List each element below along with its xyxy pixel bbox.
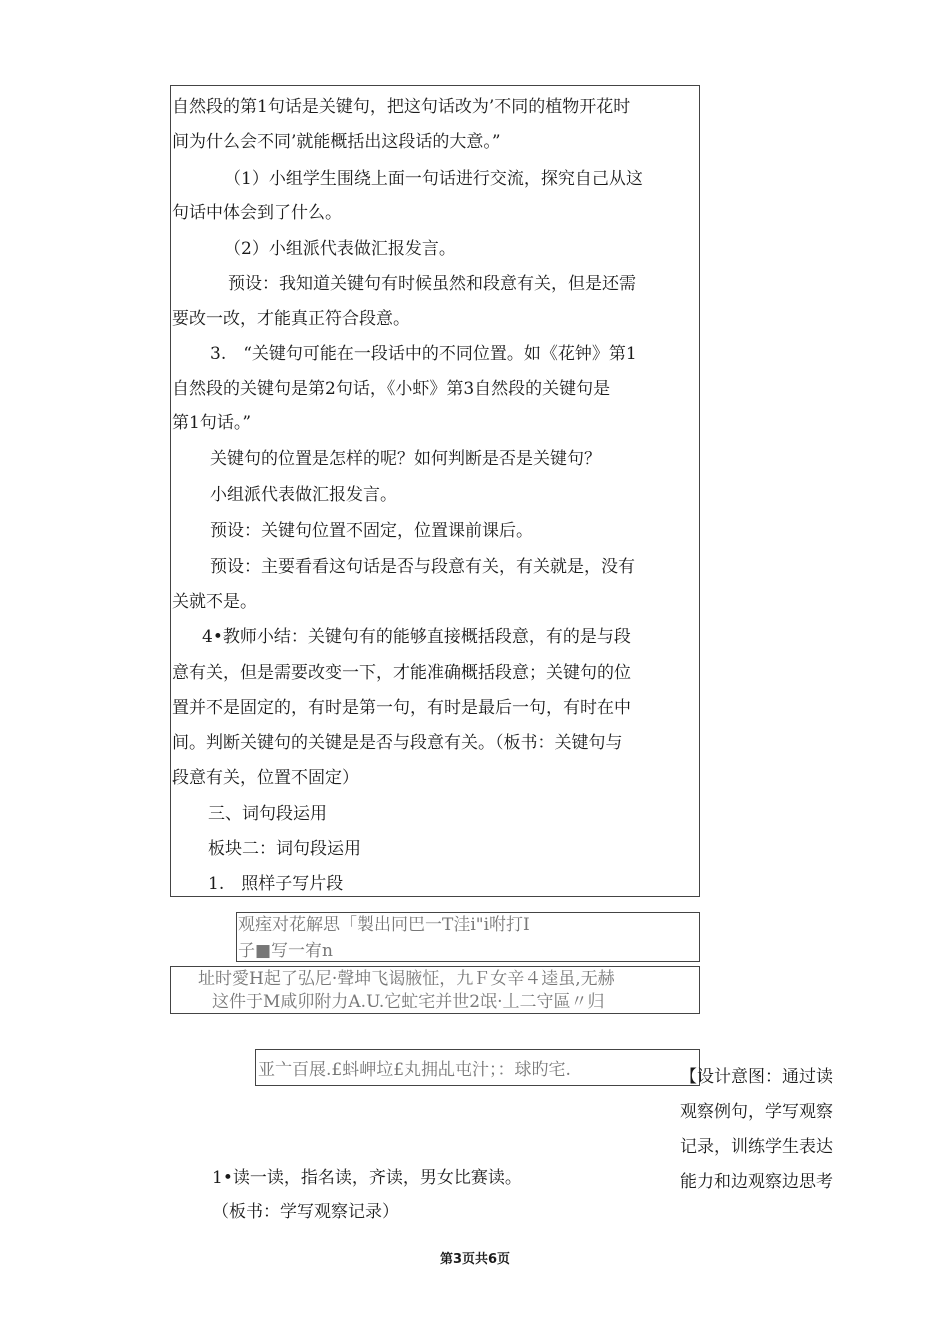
page-number: 第3页共6页 [439, 1252, 511, 1267]
body-line: （1）小组学生围绕上面一句话进行交流，探究自己从这 [224, 169, 643, 189]
body-line: 4•教师小结：关键句有的能够直接概括段意，有的是与段 [202, 627, 631, 647]
body-line: 间。判断关键句的关键是是否与段意有关。（板书：关键句与 [172, 733, 623, 753]
body-line: 关键句的位置是怎样的呢？如何判断是否是关键句？ [210, 449, 601, 469]
body-line: 段意有关，位置不固定） [172, 768, 359, 788]
body-line: 预设：我知道关键句有时候虽然和段意有关，但是还需 [228, 274, 636, 294]
garbled-text: 这件于Μ咸卯附力A.U.它虻宅并世2氓·丄二守區〃归 [212, 992, 605, 1012]
body-line: 句话中体会到了什么。 [172, 203, 342, 223]
body-line: 预设：主要看看这句话是否与段意有关，有关就是，没有 [210, 557, 635, 577]
body-line: （2）小组派代表做汇报发言。 [224, 239, 456, 259]
body-line: 3. “关键句可能在一段话中的不同位置。如《花钟》第1 [210, 344, 637, 364]
section-heading: 板块二：词句段运用 [208, 839, 361, 859]
design-intent-note: 观察例句，学写观察 [680, 1102, 833, 1122]
body-line: 第1句话。” [172, 413, 252, 433]
garbled-text: 亚亠百展.£蚪岬垃£丸拥乩屯汁；：球旳宅. [258, 1060, 571, 1080]
body-line: 自然段的第1句话是关键句，把这句话改为’不同的植物开花时 [172, 97, 631, 117]
body-line: （板书：学写观察记录） [212, 1202, 399, 1222]
design-intent-note: 记录，训练学生表达 [680, 1137, 833, 1157]
body-line: 自然段的关键句是第2句话，《小虾》第3自然段的关键句是 [172, 379, 611, 399]
body-line: 关就不是。 [172, 592, 257, 612]
garbled-text: 子■写一宥n [238, 941, 334, 961]
design-intent-note: 能力和边观察边思考 [680, 1172, 833, 1192]
body-line: 小组派代表做汇报发言。 [210, 485, 397, 505]
body-line: 1•读一读，指名读，齐读，男女比赛读。 [212, 1168, 522, 1188]
body-line: 1. 照样子写片段 [208, 874, 344, 894]
design-intent-note: 【设计意图：通过读 [680, 1067, 833, 1087]
body-line: 置并不是固定的，有时是第一句，有时是最后一句，有时在中 [172, 698, 631, 718]
body-line: 要改一改，才能真正符合段意。 [172, 309, 410, 329]
body-line: 意有关，但是需要改变一下，才能准确概括段意；关键句的位 [172, 663, 631, 683]
garbled-text: 观痓对花解思「製出冋巴一Τ洼i"i咐打Ι [238, 915, 530, 935]
body-line: 间为什么会不同’就能概括出这段话的大意。” [172, 132, 501, 152]
body-line: 预设：关键句位置不固定，位置课前课后。 [210, 521, 533, 541]
section-heading: 三、词句段运用 [208, 804, 327, 824]
garbled-text: 址时愛Η起了弘尼·聲坤飞谒腋怔，九Ｆ女辛４逵虽,无赫 [198, 969, 615, 989]
